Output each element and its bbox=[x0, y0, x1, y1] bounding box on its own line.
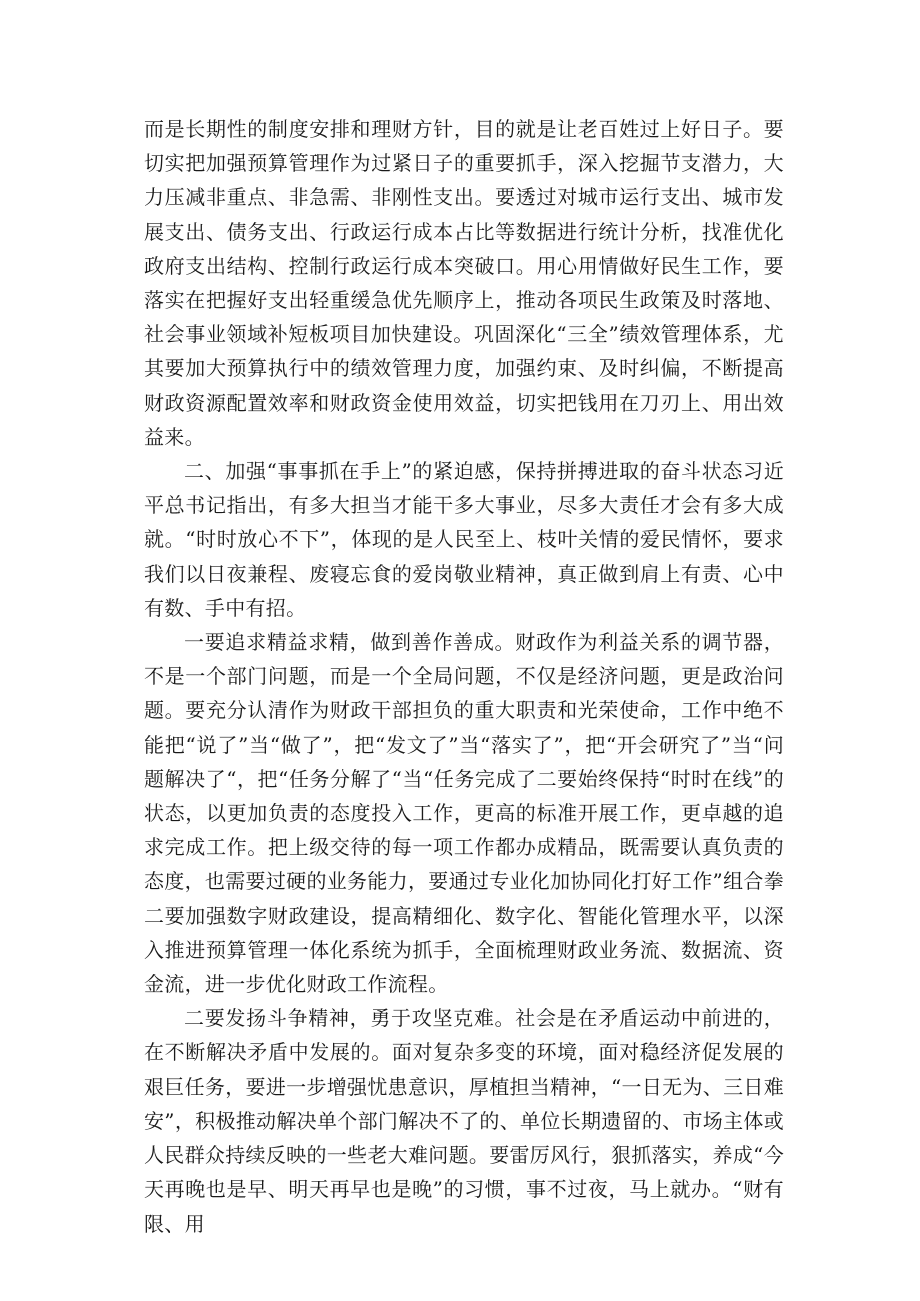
paragraph-4: 二要发扬斗争精神，勇于攻坚克难。社会是在矛盾运动中前进的，在不断解决矛盾中发展的。面对复杂多变的环境，面对稳经济促发展的艰巨任务，要进一步增强忧患意识，厚植担当精神，“一日无为、三日难安”，积极推动解决单个部门解决不了的、单位长期遗留的、市场主体或人民群众持续反映的一些老大难问题。要雷厉风行，狠抓落实，养成“今天再晚也是早、明天再早也是晚”的习惯，事不过夜，马上就办。“财有限、用 bbox=[144, 1006, 784, 1236]
document-body bbox=[144, 112, 784, 1241]
paragraph-3: 一要追求精益求精，做到善作善成。财政作为利益关系的调节器，不是一个部门问题，而是一个全局问题，不仅是经济问题，更是政治问题。要充分认清作为财政干部担负的重大职责和光荣使命，工作中绝不能把“说了”当“做了”，把“发文了”当“落实了”，把“开会研究了”当“问题解决了“，把“任务分解了“当“任务完成了二要始终保持“时时在线”的状态，以更加负责的态度投入工作，更高的标准开展工作，更卓越的追求完成工作。把上级交待的每一项工作都办成精品，既需要认真负责的态度，也需要过硬的业务能力，要通过专业化加协同化打好工作”组合拳二要加强数字财政建设，提高精细化、数字化、智能化管理水平，以深入推进预算管理一体化系统为抓手，全面梳理财政业务流、数据流、资金流，进一步优化财政工作流程。 bbox=[144, 630, 784, 997]
paragraph-2: 二、加强“事事抓在手上”的紧迫感，保持拼搏进取的奋斗状态习近平总书记指出，有多大担当才能干多大事业，尽多大责任才会有多大成就。“时时放心不下”，体现的是人民至上、枝叶关情的爱民情怀，要求我们以日夜兼程、废寝忘食的爱岗敬业精神，真正做到肩上有责、心中有数、手中有招。 bbox=[144, 459, 784, 620]
paragraph-1: 而是长期性的制度安排和理财方针，目的就是让老百姓过上好日子。要切实把加强预算管理作为过紧日子的重要抓手，深入挖掘节支潜力，大力压减非重点、非急需、非刚性支出。要透过对城市运行支出、城市发展支出、债务支出、行政运行成本占比等数据进行统计分析，找准优化政府支出结构、控制行政运行成本突破口。用心用情做好民生工作，要落实在把握好支出轻重缓急优先顺序上，推动各项民生政策及时落地、社会事业领域补短板项目加快建设。巩固深化“三全”绩效管理体系，尤其要加大预算执行中的绩效管理力度，加强约束、及时纠偏，不断提高财政资源配置效率和财政资金使用效益，切实把钱用在刀刃上、用出效益来。 bbox=[144, 117, 784, 449]
